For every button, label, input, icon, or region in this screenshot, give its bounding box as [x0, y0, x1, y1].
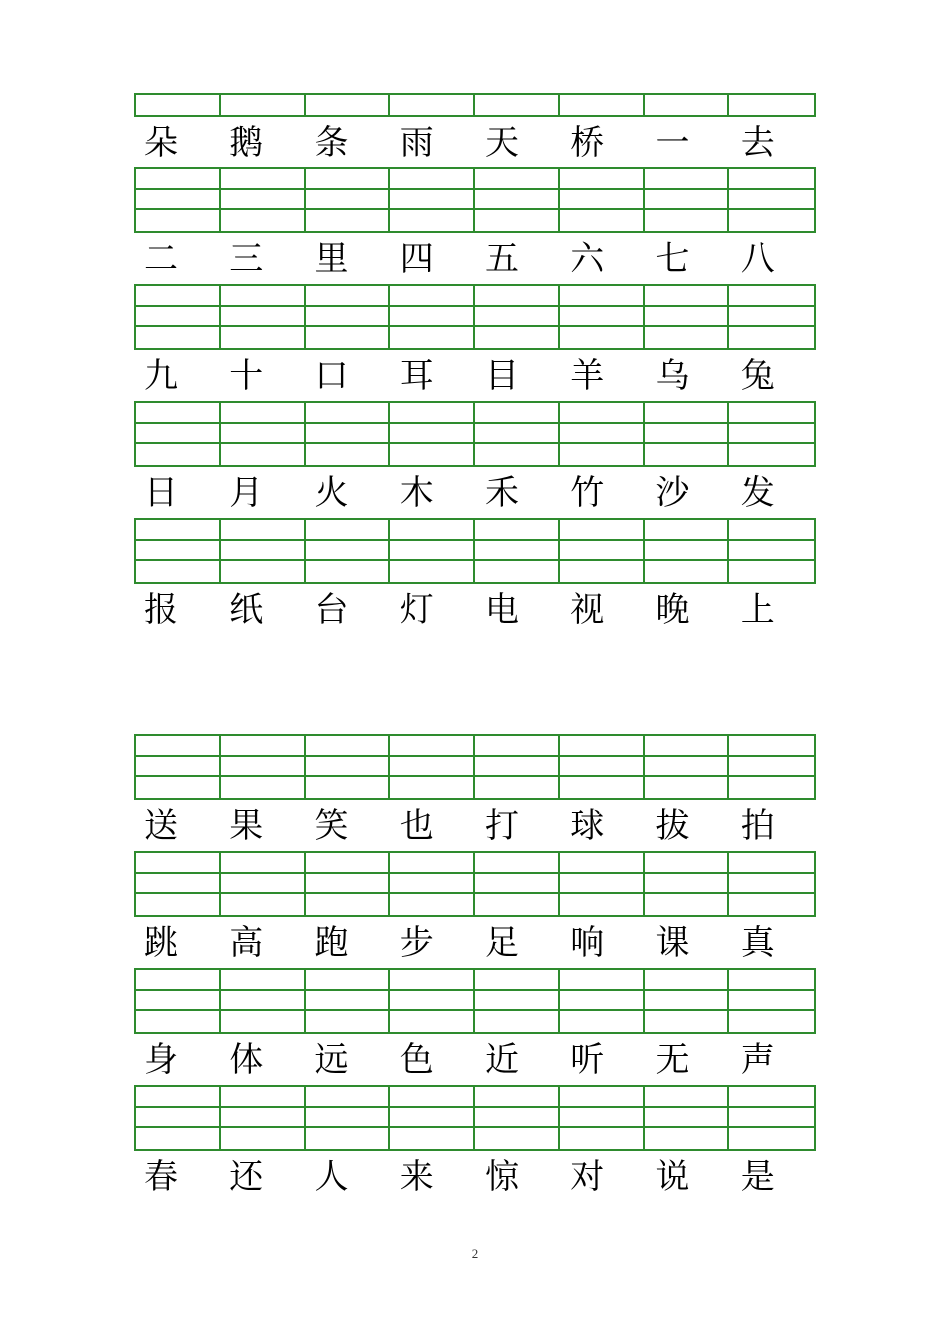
character: 足: [485, 923, 519, 963]
grid-cell: [560, 777, 645, 798]
grid-cell: [729, 736, 814, 757]
grid-cell: [560, 874, 645, 895]
grid-cell: [306, 169, 391, 190]
character: 木: [399, 473, 434, 513]
grid-cell: [221, 777, 306, 798]
grid-cell: [136, 95, 221, 115]
grid-cell: [645, 307, 730, 328]
grid-cell: [221, 757, 306, 778]
character: 鹅: [229, 123, 264, 163]
grid-cell: [729, 853, 814, 874]
grid-cell: [221, 210, 306, 231]
grid-cell: [306, 190, 391, 211]
grid-cell: [306, 307, 391, 328]
grid-cell: [475, 991, 560, 1012]
grid-cell: [136, 210, 221, 231]
practice-grid: [134, 284, 816, 350]
character: 目: [485, 356, 519, 396]
character: 色: [399, 1040, 434, 1080]
grid-cell: [390, 894, 475, 915]
character: 里: [314, 239, 349, 279]
grid-cell: [306, 424, 391, 445]
grid-cell: [560, 169, 645, 190]
character: 电: [485, 590, 519, 630]
grid-cell: [221, 736, 306, 757]
grid-cell: [729, 444, 814, 465]
grid-cell: [475, 541, 560, 562]
character: 体: [229, 1040, 264, 1080]
character-row: [134, 921, 816, 965]
grid-cell: [560, 286, 645, 307]
grid-cell: [645, 169, 730, 190]
grid-cell: [560, 444, 645, 465]
grid-cell: [645, 520, 730, 541]
grid-cell: [221, 1108, 306, 1129]
grid-cell: [560, 520, 645, 541]
grid-cell: [221, 1128, 306, 1149]
character: 沙: [655, 473, 690, 513]
page-number: 2: [471, 1246, 479, 1261]
grid-cell: [390, 520, 475, 541]
character: 五: [485, 239, 519, 279]
grid-cell: [645, 424, 730, 445]
grid-cell: [221, 403, 306, 424]
practice-grid: [134, 1085, 816, 1151]
practice-grid: [134, 167, 816, 233]
grid-cell: [560, 541, 645, 562]
grid-cell: [136, 1108, 221, 1129]
character: 身: [144, 1040, 178, 1080]
character: 来: [399, 1157, 434, 1197]
grid-cell: [475, 307, 560, 328]
grid-cell: [221, 190, 306, 211]
character: 羊: [570, 356, 605, 396]
grid-cell: [729, 403, 814, 424]
grid-cell: [136, 327, 221, 348]
practice-grid: [134, 518, 816, 584]
grid-cell: [390, 561, 475, 582]
grid-cell: [645, 541, 730, 562]
grid-cell: [560, 991, 645, 1012]
character: 拍: [740, 806, 775, 846]
character: 发: [740, 473, 775, 513]
grid-cell: [221, 286, 306, 307]
character: 远: [314, 1040, 349, 1080]
grid-cell: [475, 853, 560, 874]
grid-cell: [306, 1108, 391, 1129]
grid-cell: [729, 1011, 814, 1032]
grid-cell: [645, 444, 730, 465]
grid-cell: [390, 1011, 475, 1032]
grid-cell: [729, 1128, 814, 1149]
character: 高: [229, 923, 264, 963]
grid-cell: [390, 403, 475, 424]
character: 去: [740, 123, 775, 163]
character: 四: [399, 239, 434, 279]
grid-cell: [221, 874, 306, 895]
character: 竹: [570, 473, 605, 513]
character: 条: [314, 123, 349, 163]
grid-cell: [136, 894, 221, 915]
character: 七: [655, 239, 690, 279]
grid-cell: [136, 777, 221, 798]
grid-cell: [560, 1108, 645, 1129]
grid-cell: [306, 1087, 391, 1108]
character: 天: [485, 123, 519, 163]
grid-cell: [306, 777, 391, 798]
grid-cell: [560, 894, 645, 915]
grid-cell: [390, 757, 475, 778]
character: 听: [570, 1040, 605, 1080]
grid-cell: [729, 210, 814, 231]
grid-cell: [390, 444, 475, 465]
grid-cell: [475, 1128, 560, 1149]
grid-cell: [729, 95, 814, 115]
character: 灯: [399, 590, 434, 630]
grid-cell: [475, 520, 560, 541]
grid-cell: [645, 210, 730, 231]
grid-cell: [136, 991, 221, 1012]
character: 跳: [144, 923, 178, 963]
character: 上: [740, 590, 775, 630]
grid-cell: [475, 757, 560, 778]
character: 视: [570, 590, 605, 630]
grid-cell: [729, 561, 814, 582]
character: 月: [229, 473, 264, 513]
grid-cell: [136, 1011, 221, 1032]
grid-cell: [560, 95, 645, 115]
grid-cell: [221, 1011, 306, 1032]
grid-cell: [560, 424, 645, 445]
character-row: [134, 354, 816, 398]
grid-cell: [306, 970, 391, 991]
grid-cell: [729, 874, 814, 895]
grid-cell: [729, 541, 814, 562]
grid-cell: [560, 403, 645, 424]
grid-cell: [136, 307, 221, 328]
character: 人: [314, 1157, 349, 1197]
grid-cell: [729, 424, 814, 445]
grid-cell: [306, 894, 391, 915]
grid-cell: [390, 1108, 475, 1129]
character: 乌: [655, 356, 690, 396]
character: 还: [229, 1157, 264, 1197]
grid-cell: [645, 1087, 730, 1108]
grid-cell: [306, 327, 391, 348]
grid-cell: [560, 561, 645, 582]
grid-cell: [645, 736, 730, 757]
grid-cell: [729, 1087, 814, 1108]
grid-cell: [475, 1108, 560, 1129]
grid-cell: [729, 757, 814, 778]
grid-cell: [136, 403, 221, 424]
practice-grid: [134, 401, 816, 467]
character-row: [134, 471, 816, 515]
character: 春: [144, 1157, 178, 1197]
character: 步: [399, 923, 434, 963]
grid-cell: [729, 286, 814, 307]
grid-cell: [221, 307, 306, 328]
grid-cell: [221, 1087, 306, 1108]
grid-cell: [560, 190, 645, 211]
character: 耳: [399, 356, 434, 396]
grid-cell: [221, 894, 306, 915]
grid-cell: [390, 1087, 475, 1108]
character: 六: [570, 239, 605, 279]
grid-cell: [221, 169, 306, 190]
grid-cell: [306, 520, 391, 541]
character-row: [134, 588, 816, 632]
character: 口: [314, 356, 349, 396]
grid-cell: [645, 777, 730, 798]
character: 课: [655, 923, 690, 963]
practice-grid: [134, 93, 816, 117]
grid-cell: [221, 444, 306, 465]
character: 火: [314, 473, 349, 513]
grid-cell: [645, 894, 730, 915]
grid-cell: [729, 169, 814, 190]
grid-cell: [221, 853, 306, 874]
grid-cell: [221, 561, 306, 582]
character: 台: [314, 590, 349, 630]
character: 跑: [314, 923, 349, 963]
character: 响: [570, 923, 605, 963]
grid-cell: [306, 1128, 391, 1149]
grid-cell: [306, 210, 391, 231]
grid-cell: [645, 286, 730, 307]
grid-cell: [475, 1011, 560, 1032]
grid-cell: [729, 991, 814, 1012]
grid-cell: [306, 1011, 391, 1032]
grid-cell: [390, 1128, 475, 1149]
grid-cell: [475, 190, 560, 211]
grid-cell: [645, 95, 730, 115]
grid-cell: [475, 736, 560, 757]
grid-cell: [390, 777, 475, 798]
grid-cell: [475, 777, 560, 798]
grid-cell: [221, 541, 306, 562]
grid-cell: [306, 541, 391, 562]
character: 也: [399, 806, 434, 846]
character: 送: [144, 806, 178, 846]
grid-cell: [729, 970, 814, 991]
grid-cell: [560, 1011, 645, 1032]
character: 日: [144, 473, 178, 513]
grid-cell: [560, 757, 645, 778]
grid-cell: [136, 286, 221, 307]
character: 球: [570, 806, 605, 846]
grid-cell: [475, 970, 560, 991]
grid-cell: [221, 520, 306, 541]
grid-cell: [475, 894, 560, 915]
grid-cell: [390, 307, 475, 328]
character: 雨: [399, 123, 434, 163]
grid-cell: [729, 777, 814, 798]
grid-cell: [306, 757, 391, 778]
grid-cell: [475, 424, 560, 445]
grid-cell: [560, 327, 645, 348]
character: 朵: [144, 123, 178, 163]
character: 兔: [740, 356, 775, 396]
character: 果: [229, 806, 264, 846]
grid-cell: [306, 991, 391, 1012]
grid-cell: [475, 1087, 560, 1108]
character: 十: [229, 356, 264, 396]
character: 是: [740, 1157, 775, 1197]
grid-cell: [560, 1128, 645, 1149]
grid-cell: [136, 444, 221, 465]
grid-cell: [390, 874, 475, 895]
grid-cell: [645, 1108, 730, 1129]
character-row: [134, 804, 816, 848]
grid-cell: [475, 95, 560, 115]
grid-cell: [645, 403, 730, 424]
grid-cell: [221, 991, 306, 1012]
character: 惊: [485, 1157, 519, 1197]
character: 笑: [314, 806, 349, 846]
grid-cell: [306, 403, 391, 424]
grid-cell: [221, 970, 306, 991]
grid-cell: [306, 853, 391, 874]
grid-cell: [729, 190, 814, 211]
grid-cell: [390, 286, 475, 307]
grid-cell: [221, 327, 306, 348]
character-row: [134, 1155, 816, 1199]
grid-cell: [136, 1128, 221, 1149]
grid-cell: [136, 190, 221, 211]
grid-cell: [645, 1011, 730, 1032]
grid-cell: [560, 307, 645, 328]
character: 九: [144, 356, 178, 396]
grid-cell: [645, 970, 730, 991]
grid-cell: [390, 853, 475, 874]
grid-cell: [645, 1128, 730, 1149]
practice-grid: [134, 851, 816, 917]
grid-cell: [136, 757, 221, 778]
grid-cell: [136, 874, 221, 895]
grid-cell: [136, 520, 221, 541]
grid-cell: [475, 403, 560, 424]
grid-cell: [136, 541, 221, 562]
grid-cell: [475, 561, 560, 582]
grid-cell: [645, 190, 730, 211]
grid-cell: [645, 874, 730, 895]
grid-cell: [136, 424, 221, 445]
grid-cell: [729, 520, 814, 541]
grid-cell: [136, 1087, 221, 1108]
grid-cell: [390, 169, 475, 190]
grid-cell: [136, 561, 221, 582]
grid-cell: [306, 95, 391, 115]
grid-cell: [390, 95, 475, 115]
character: 三: [229, 239, 264, 279]
grid-cell: [306, 286, 391, 307]
character: 报: [144, 590, 178, 630]
grid-cell: [729, 894, 814, 915]
grid-cell: [390, 190, 475, 211]
character: 对: [570, 1157, 605, 1197]
grid-cell: [729, 307, 814, 328]
grid-cell: [390, 327, 475, 348]
character: 禾: [485, 473, 519, 513]
grid-cell: [390, 541, 475, 562]
grid-cell: [390, 424, 475, 445]
character: 无: [655, 1040, 690, 1080]
grid-cell: [645, 853, 730, 874]
grid-cell: [560, 970, 645, 991]
grid-cell: [306, 874, 391, 895]
character: 拔: [655, 806, 690, 846]
character: 二: [144, 239, 178, 279]
grid-cell: [306, 736, 391, 757]
grid-cell: [475, 444, 560, 465]
grid-cell: [136, 736, 221, 757]
grid-cell: [221, 424, 306, 445]
character: 打: [485, 806, 519, 846]
character: 一: [655, 123, 690, 163]
grid-cell: [136, 169, 221, 190]
character: 晚: [655, 590, 690, 630]
grid-cell: [645, 561, 730, 582]
practice-grid: [134, 734, 816, 800]
grid-cell: [475, 169, 560, 190]
grid-cell: [475, 874, 560, 895]
grid-cell: [729, 327, 814, 348]
practice-grid: [134, 968, 816, 1034]
grid-cell: [136, 853, 221, 874]
grid-cell: [475, 286, 560, 307]
grid-cell: [645, 327, 730, 348]
grid-cell: [390, 970, 475, 991]
grid-cell: [136, 970, 221, 991]
character-row: [134, 237, 816, 281]
character-row: [134, 1038, 816, 1082]
character: 纸: [229, 590, 264, 630]
grid-cell: [390, 991, 475, 1012]
character: 声: [740, 1040, 775, 1080]
grid-cell: [645, 991, 730, 1012]
grid-cell: [475, 210, 560, 231]
grid-cell: [390, 736, 475, 757]
character: 桥: [570, 123, 605, 163]
grid-cell: [306, 444, 391, 465]
grid-cell: [306, 561, 391, 582]
grid-cell: [560, 210, 645, 231]
grid-cell: [390, 210, 475, 231]
character: 说: [655, 1157, 690, 1197]
grid-cell: [560, 853, 645, 874]
grid-cell: [221, 95, 306, 115]
grid-cell: [475, 327, 560, 348]
character: 八: [740, 239, 775, 279]
character: 真: [740, 923, 775, 963]
grid-cell: [729, 1108, 814, 1129]
grid-cell: [560, 736, 645, 757]
grid-cell: [645, 757, 730, 778]
grid-cell: [560, 1087, 645, 1108]
character: 近: [485, 1040, 519, 1080]
character-row: [134, 121, 816, 165]
